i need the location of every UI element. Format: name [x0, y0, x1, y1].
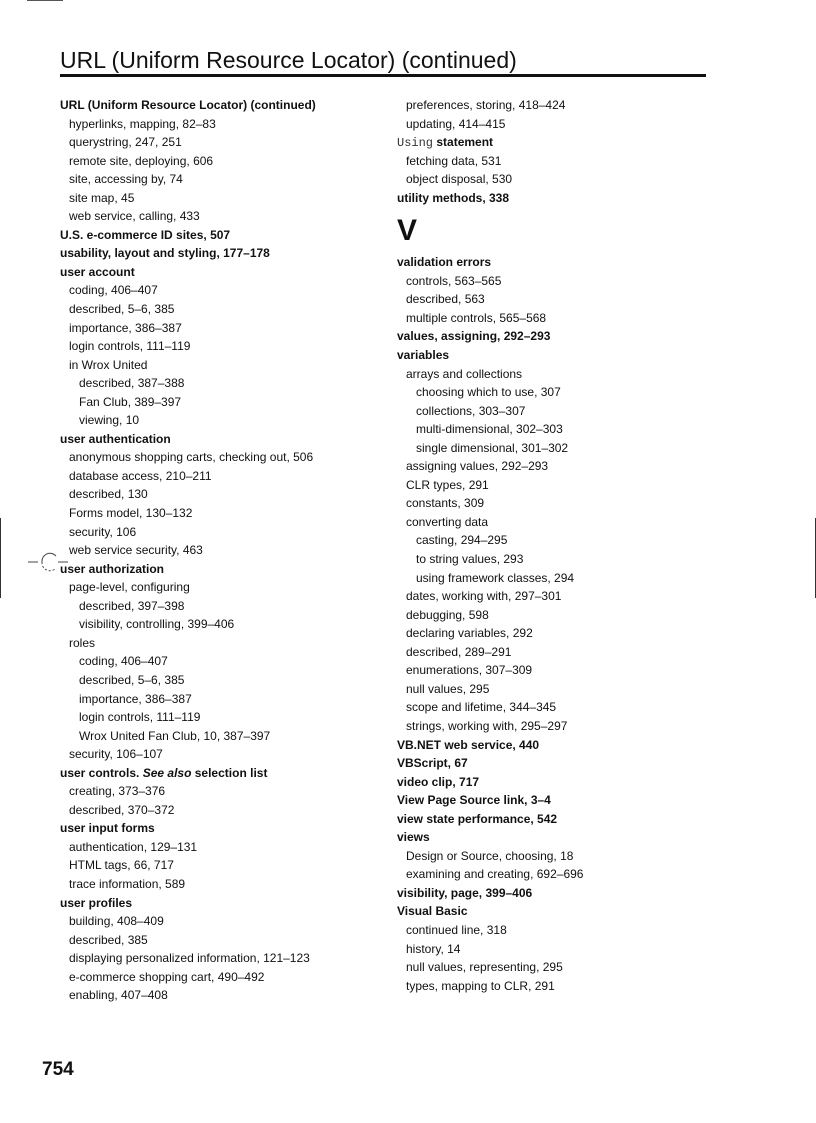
index-subentry — [60, 597, 380, 616]
index-entry — [397, 346, 717, 365]
entry-text: variables — [397, 348, 450, 363]
index-subentry — [397, 494, 717, 513]
index-entry — [60, 819, 380, 838]
index-entry — [397, 902, 717, 921]
index-subentry — [397, 661, 717, 680]
entry-text: login controls, 111–119 — [69, 339, 191, 354]
entry-text: described, 370–372 — [69, 802, 175, 817]
header-rule — [60, 74, 706, 77]
index-subentry — [397, 439, 717, 458]
entry-text: described, 289–291 — [406, 644, 512, 659]
entry-text: importance, 386–387 — [79, 691, 192, 706]
entry-text: debugging, 598 — [406, 607, 489, 622]
entry-text: trace information, 589 — [69, 876, 186, 891]
entry-text: constants, 309 — [406, 496, 485, 511]
entry-text: types, mapping to CLR, 291 — [406, 978, 555, 993]
index-subentry — [60, 281, 380, 300]
entry-text: VB.NET web service, 440 — [397, 737, 540, 752]
entry-text: values, assigning, 292–293 — [397, 329, 551, 344]
entry-text: VBScript, 67 — [397, 756, 468, 771]
entry-text: Design or Source, choosing, 18 — [406, 848, 574, 863]
index-subentry — [60, 448, 380, 467]
index-entry — [60, 764, 380, 783]
entry-text: hyperlinks, mapping, 82–83 — [69, 116, 216, 131]
index-subentry — [60, 727, 380, 746]
entry-text: described, 385 — [69, 932, 148, 947]
index-subentry — [60, 152, 380, 171]
index-subentry — [60, 356, 380, 375]
entry-text: controls, 563–565 — [406, 273, 502, 288]
index-subentry — [397, 272, 717, 291]
index-subentry — [60, 931, 380, 950]
entry-text: view state performance, 542 — [397, 811, 558, 826]
index-subentry — [60, 485, 380, 504]
entry-text: multi-dimensional, 302–303 — [416, 422, 563, 437]
entry-text: collections, 303–307 — [416, 403, 526, 418]
index-subentry — [397, 940, 717, 959]
entry-text: object disposal, 530 — [406, 172, 513, 187]
entry-text: usability, layout and styling, 177–178 — [60, 246, 270, 261]
index-subentry — [397, 531, 717, 550]
index-subentry — [60, 411, 380, 430]
entry-text: history, 14 — [406, 941, 461, 956]
index-subentry — [397, 152, 717, 171]
index-subentry — [397, 680, 717, 699]
entry-text: null values, representing, 295 — [406, 960, 563, 975]
index-subentry — [60, 856, 380, 875]
index-subentry — [397, 420, 717, 439]
index-entry — [397, 828, 717, 847]
index-subentry — [60, 615, 380, 634]
index-subentry — [60, 541, 380, 560]
entry-text: security, 106–107 — [69, 747, 163, 762]
index-entry — [397, 189, 717, 208]
entry-text: URL (Uniform Resource Locator) (continued) — [60, 98, 316, 112]
crop-mark-left — [0, 518, 1, 598]
index-subentry — [397, 977, 717, 996]
index-entry — [397, 736, 717, 755]
entry-text: remote site, deploying, 606 — [69, 153, 214, 168]
index-subentry — [60, 504, 380, 523]
entry-text: described, 5–6, 385 — [69, 302, 175, 317]
entry-text: multiple controls, 565–568 — [406, 310, 547, 325]
index-subentry — [397, 643, 717, 662]
index-subentry — [60, 708, 380, 727]
index-subentry — [60, 578, 380, 597]
index-subentry — [60, 523, 380, 542]
index-column-left — [60, 96, 380, 1005]
entry-text: described, 387–388 — [79, 376, 185, 391]
index-entries-v — [397, 253, 717, 995]
index-entry — [397, 773, 717, 792]
entry-text: site map, 45 — [69, 190, 135, 205]
entry-text: examining and creating, 692–696 — [406, 867, 584, 882]
index-entry — [60, 894, 380, 913]
entry-text: single dimensional, 301–302 — [416, 440, 569, 455]
entry-text: Forms model, 130–132 — [69, 506, 193, 521]
index-subentry — [60, 300, 380, 319]
index-subentry — [60, 986, 380, 1005]
entry-text: Fan Club, 389–397 — [79, 394, 182, 409]
entry-text: in Wrox United — [69, 357, 148, 372]
entry-text: converting data — [406, 514, 489, 529]
index-subentry — [397, 96, 717, 115]
entry-text: enumerations, 307–309 — [406, 663, 533, 678]
entry-text: querystring, 247, 251 — [69, 135, 182, 150]
entry-text: e-commerce shopping cart, 490–492 — [69, 969, 265, 984]
entry-text: CLR types, 291 — [406, 477, 489, 492]
page-number: 754 — [42, 1059, 74, 1080]
entry-text: web service security, 463 — [69, 543, 203, 558]
index-entry — [397, 327, 717, 346]
entry-text: updating, 414–415 — [406, 116, 506, 131]
index-subentry — [397, 170, 717, 189]
index-subentry — [60, 170, 380, 189]
entry-text: Wrox United Fan Club, 10, 387–397 — [79, 728, 271, 743]
entry-text: user account — [60, 264, 135, 279]
index-entry — [397, 884, 717, 903]
index-subentry — [397, 115, 717, 134]
entry-text: roles — [69, 635, 96, 650]
entry-text: HTML tags, 66, 717 — [69, 858, 174, 873]
index-subentry — [397, 476, 717, 495]
entry-text: building, 408–409 — [69, 914, 164, 929]
entry-text: page-level, configuring — [69, 580, 190, 595]
index-subentry — [60, 207, 380, 226]
index-subentry — [397, 569, 717, 588]
entry-text: described, 5–6, 385 — [79, 672, 185, 687]
index-subentry — [60, 652, 380, 671]
entry-text: null values, 295 — [406, 681, 490, 696]
running-head: URL (Uniform Resource Locator) (continued) — [60, 47, 517, 73]
index-entry — [60, 263, 380, 282]
entry-text: using framework classes, 294 — [416, 570, 575, 585]
index-subentry — [60, 189, 380, 208]
index-subentry — [397, 290, 717, 309]
entry-text: importance, 386–387 — [69, 320, 182, 335]
entry-text: login controls, 111–119 — [79, 710, 201, 725]
entry-text: U.S. e-commerce ID sites, 507 — [60, 227, 231, 242]
entry-text: site, accessing by, 74 — [69, 172, 183, 187]
crop-mark-top — [27, 0, 63, 1]
entry-text: user authorization — [60, 561, 165, 576]
entry-text: authentication, 129–131 — [69, 839, 198, 854]
index-entry — [60, 96, 380, 115]
entry-text: enabling, 407–408 — [69, 988, 168, 1003]
index-subentry — [60, 745, 380, 764]
index-subentry — [397, 365, 717, 384]
entry-text: security, 106 — [69, 524, 137, 539]
index-subentry — [60, 875, 380, 894]
entry-text: to string values, 293 — [416, 552, 524, 567]
see-also-label: See also — [142, 765, 192, 780]
index-subentry — [397, 457, 717, 476]
index-subentry — [60, 115, 380, 134]
index-entries-u-continued — [397, 96, 717, 207]
index-subentry — [60, 393, 380, 412]
index-subentry — [397, 717, 717, 736]
entry-text: web service, calling, 433 — [69, 209, 200, 224]
index-entry — [397, 253, 717, 272]
code-keyword: Using — [397, 136, 434, 151]
entry-text: anonymous shopping carts, checking out, 506 — [69, 450, 314, 465]
see-also-target: selection list — [194, 765, 268, 780]
entry-text: user input forms — [60, 821, 155, 836]
index-subentry — [397, 550, 717, 569]
index-entry — [60, 560, 380, 579]
index-subentry — [60, 838, 380, 857]
entry-text: described, 397–398 — [79, 598, 185, 613]
entry-text: arrays and collections — [406, 366, 523, 381]
index-subentry — [60, 912, 380, 931]
index-entry — [397, 754, 717, 773]
entry-text: casting, 294–295 — [416, 533, 508, 548]
entry-text: validation errors — [397, 255, 492, 270]
index-subentry — [60, 782, 380, 801]
index-subentry — [397, 606, 717, 625]
entry-text: coding, 406–407 — [79, 654, 168, 669]
entry-text: visibility, controlling, 399–406 — [79, 617, 235, 632]
index-subentry — [60, 968, 380, 987]
entry-text: preferences, storing, 418–424 — [406, 98, 566, 112]
entry-text: choosing which to use, 307 — [416, 385, 561, 400]
index-entry — [397, 791, 717, 810]
index-subentry — [397, 309, 717, 328]
index-subentry — [397, 402, 717, 421]
index-subentry — [397, 847, 717, 866]
entry-text: View Page Source link, 3–4 — [397, 793, 551, 808]
entry-text: viewing, 10 — [79, 413, 140, 428]
index-subentry — [60, 337, 380, 356]
index-subentry — [60, 671, 380, 690]
entry-text: statement — [436, 135, 494, 150]
entry-text: scope and lifetime, 344–345 — [406, 700, 557, 715]
entry-text: user profiles — [60, 895, 133, 910]
entry-text: described, 130 — [69, 487, 148, 502]
index-entry — [397, 133, 717, 152]
index-subentry — [60, 133, 380, 152]
entry-text: coding, 406–407 — [69, 283, 158, 298]
index-subentry — [397, 624, 717, 643]
entry-text: displaying personalized information, 121–123 — [69, 951, 310, 966]
index-subentry — [397, 865, 717, 884]
entry-text: video clip, 717 — [397, 774, 480, 789]
index-subentry — [397, 698, 717, 717]
index-entry — [397, 810, 717, 829]
index-subentry — [397, 383, 717, 402]
entry-text: strings, working with, 295–297 — [406, 718, 568, 733]
entry-text: declaring variables, 292 — [406, 626, 533, 641]
section-letter: V — [397, 214, 418, 248]
index-subentry — [60, 634, 380, 653]
entry-text: creating, 373–376 — [69, 784, 166, 799]
entry-text: user controls. — [60, 765, 140, 780]
index-subentry — [60, 801, 380, 820]
entry-text: Visual Basic — [397, 904, 468, 919]
index-subentry — [60, 467, 380, 486]
entry-text: visibility, page, 399–406 — [397, 885, 533, 900]
entry-text: assigning values, 292–293 — [406, 459, 549, 474]
entry-text: continued line, 318 — [406, 922, 507, 937]
index-entry — [60, 244, 380, 263]
entry-text: user authentication — [60, 431, 171, 446]
index-entry — [60, 430, 380, 449]
index-subentry — [397, 587, 717, 606]
index-subentry — [60, 374, 380, 393]
entry-text: views — [397, 830, 430, 845]
index-column-right — [397, 96, 717, 995]
entry-text: dates, working with, 297–301 — [406, 589, 562, 604]
entry-text: database access, 210–211 — [69, 468, 212, 483]
index-subentry — [397, 958, 717, 977]
entry-text: utility methods, 338 — [397, 190, 510, 205]
entry-text: fetching data, 531 — [406, 153, 502, 168]
index-subentry — [60, 949, 380, 968]
index-subentry — [60, 690, 380, 709]
index-subentry — [397, 513, 717, 532]
index-subentry — [397, 921, 717, 940]
index-entry — [60, 226, 380, 245]
index-subentry — [60, 319, 380, 338]
entry-text: described, 563 — [406, 292, 485, 307]
